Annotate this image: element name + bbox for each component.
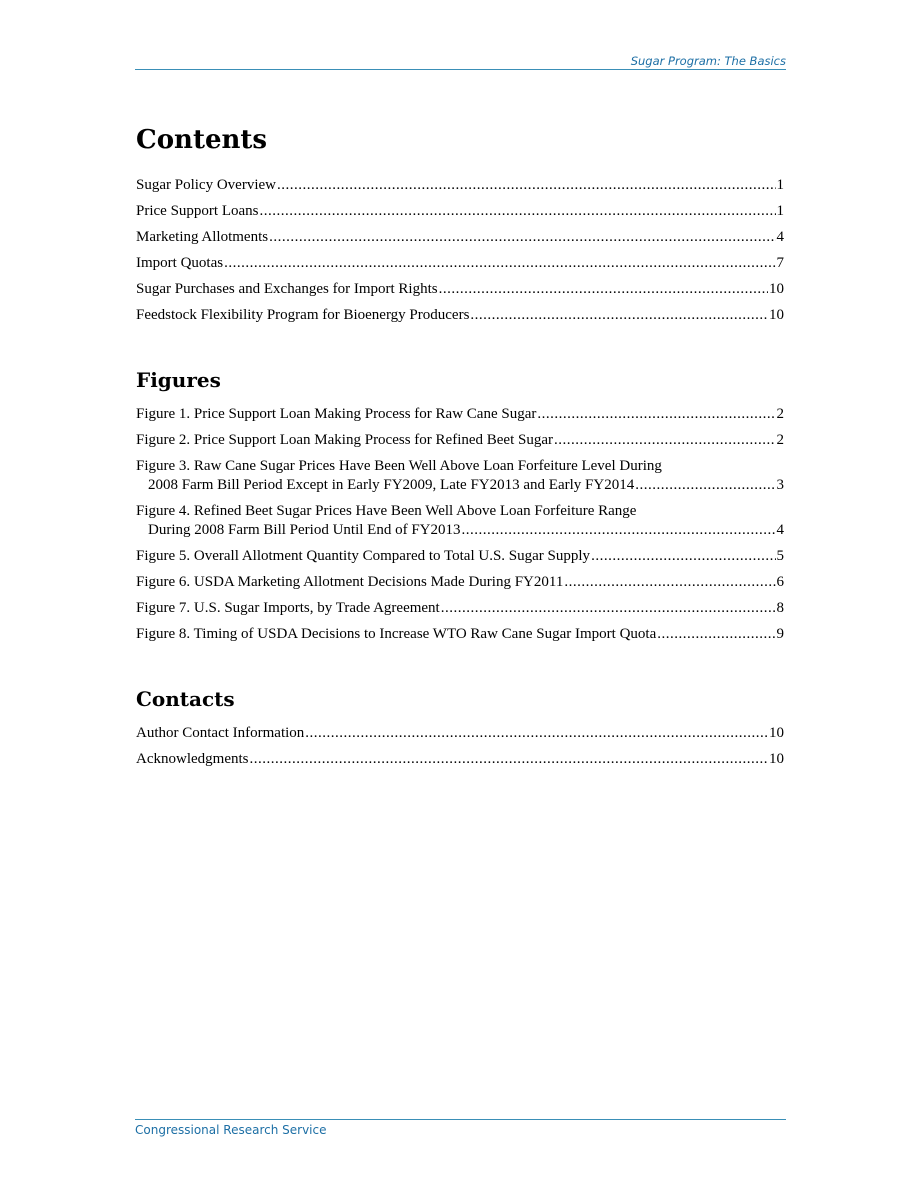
toc-entry-sugar-policy-overview[interactable] [136,176,784,195]
dot-leader [462,521,776,540]
toc-entry-page: 2 [776,406,784,422]
toc-entry-figure-4[interactable] [136,502,784,540]
toc-entry-title: Sugar Purchases and Exchanges for Import Rights [136,281,438,297]
toc-entry-author-contact[interactable] [136,724,784,743]
toc-entry-title-line1: Figure 4. Refined Beet Sugar Prices Have Been Well Above Loan Forfeiture Range [136,503,637,519]
dot-leader [441,599,776,618]
toc-entry-figure-6[interactable] [136,573,784,592]
dot-leader [537,405,775,424]
toc-entry-figure-7[interactable] [136,599,784,618]
toc-entry-title: Figure 8. Timing of USDA Decisions to Increase WTO Raw Cane Sugar Import Quota [136,626,657,642]
toc-entry-page: 1 [776,177,784,193]
toc-entry-page: 10 [769,751,784,767]
toc-entry-price-support-loans[interactable] [136,202,784,221]
dot-leader [657,625,775,644]
toc-entry-title: Figure 6. USDA Marketing Allotment Decisions Made During FY2011 [136,574,564,590]
footer-text: Congressional Research Service [135,1123,327,1137]
toc-entry-title-line2: 2008 Farm Bill Period Except in Early FY2009, Late FY2013 and Early FY2014 [148,477,635,493]
toc-entry-title: Feedstock Flexibility Program for Bioenergy Producers [136,307,470,323]
toc-entry-page: 10 [769,307,784,323]
dot-leader [554,431,775,450]
contents-list [136,176,784,332]
toc-entry-acknowledgments[interactable] [136,750,784,769]
toc-entry-feedstock-flexibility[interactable] [136,306,784,325]
toc-entry-page: 6 [776,574,784,590]
toc-entry-title: Figure 5. Overall Allotment Quantity Compared to Total U.S. Sugar Supply [136,548,591,564]
contents-heading: Contents [136,125,268,155]
dot-leader [249,750,768,769]
toc-entry-title-line1: Figure 3. Raw Cane Sugar Prices Have Been Well Above Loan Forfeiture Level During [136,458,662,474]
toc-entry-marketing-allotments[interactable] [136,228,784,247]
dot-leader [269,228,775,247]
toc-entry-title: Acknowledgments [136,751,249,767]
dot-leader [635,476,775,495]
dot-leader [277,176,776,195]
toc-entry-page: 10 [769,281,784,297]
dot-leader [224,254,775,273]
toc-entry-page: 2 [776,432,784,448]
toc-entry-page: 1 [776,203,784,219]
dot-leader [259,202,775,221]
toc-entry-page: 4 [776,229,784,245]
dot-leader [591,547,775,566]
toc-entry-title: Figure 1. Price Support Loan Making Process for Raw Cane Sugar [136,406,537,422]
toc-entry-page: 5 [776,548,784,564]
dot-leader [305,724,768,743]
figures-heading: Figures [136,368,221,392]
toc-entry-page: 4 [776,522,784,538]
dot-leader [439,280,768,299]
toc-entry-title: Figure 2. Price Support Loan Making Process for Refined Beet Sugar [136,432,554,448]
contacts-list [136,724,784,776]
toc-entry-figure-2[interactable] [136,431,784,450]
dot-leader [564,573,775,592]
toc-entry-title: Price Support Loans [136,203,259,219]
toc-entry-figure-1[interactable] [136,405,784,424]
toc-entry-title-line2: During 2008 Farm Bill Period Until End of FY2013 [148,522,461,538]
header-title: Sugar Program: The Basics [630,54,786,68]
toc-entry-figure-5[interactable] [136,547,784,566]
toc-entry-title: Import Quotas [136,255,224,271]
contacts-heading: Contacts [136,687,235,711]
toc-entry-title: Marketing Allotments [136,229,269,245]
toc-entry-page: 10 [769,725,784,741]
toc-entry-title: Author Contact Information [136,725,305,741]
toc-entry-title: Sugar Policy Overview [136,177,276,193]
toc-entry-sugar-purchases[interactable] [136,280,784,299]
toc-entry-figure-8[interactable] [136,625,784,644]
page-footer [135,1119,786,1137]
toc-entry-page: 8 [776,600,784,616]
dot-leader [470,306,768,325]
toc-entry-page: 9 [776,626,784,642]
figures-list [136,405,784,651]
toc-entry-page: 7 [776,255,784,271]
toc-entry-title: Figure 7. U.S. Sugar Imports, by Trade Agreement [136,600,440,616]
toc-entry-import-quotas[interactable] [136,254,784,273]
toc-entry-figure-3[interactable] [136,457,784,495]
page-header [135,54,786,70]
toc-entry-page: 3 [776,477,784,493]
